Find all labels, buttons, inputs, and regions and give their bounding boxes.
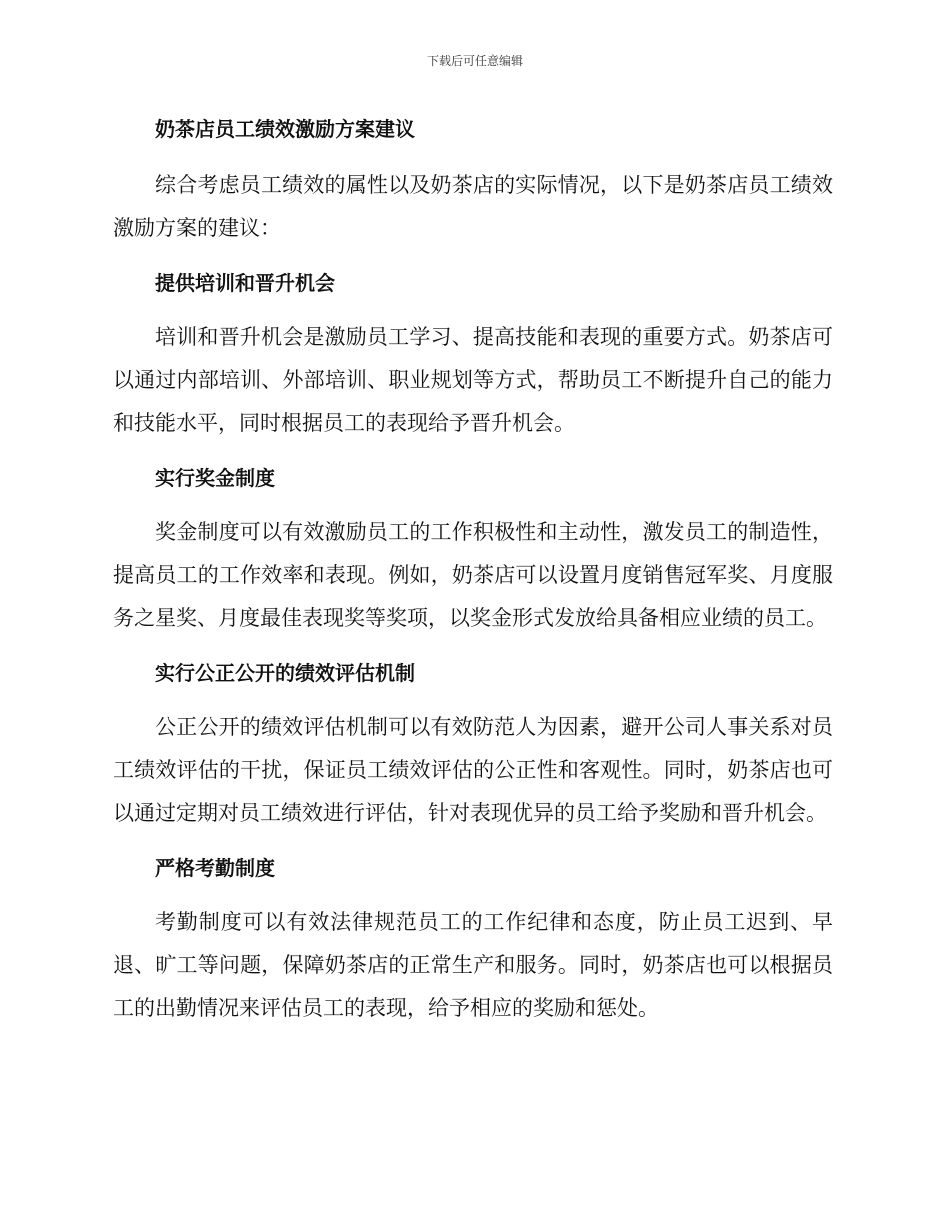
intro-paragraph: 综合考虑员工绩效的属性以及奶茶店的实际情况，以下是奶茶店员工绩效激励方案的建议： (113, 173, 833, 240)
document-body (113, 110, 833, 1030)
section-body-evaluation: 公正公开的绩效评估机制可以有效防范人为因素，避开公司人事关系对员工绩效评估的干扰，保证员工绩效评估的公正性和客观性。同时，奶茶店也可以通过定期对员工绩效进行评估，针对表现优异的员工给予奖励和晋升机会。 (113, 715, 833, 825)
section-body-bonus: 奖金制度可以有效激励员工的工作积极性和主动性，激发员工的制造性，提高员工的工作效率和表现。例如，奶茶店可以设置月度销售冠军奖、月度服务之星奖、月度最佳表现奖等奖项，以奖金形式发放给具备相应业绩的员工。 (113, 520, 833, 630)
section-heading-attendance: 严格考勤制度 (155, 856, 275, 880)
header-note: 下载后可任意编辑 (426, 54, 523, 68)
document-title: 奶茶店员工绩效激励方案建议 (155, 117, 415, 141)
section-body-attendance: 考勤制度可以有效法律规范员工的工作纪律和态度，防止员工迟到、早退、旷工等问题，保障奶茶店的正常生产和服务。同时，奶茶店也可以根据员工的出勤情况来评估员工的表现，给予相应的奖励和惩处。 (113, 910, 833, 1020)
section-heading-evaluation: 实行公正公开的绩效评估机制 (155, 661, 415, 685)
section-body-training: 培训和晋升机会是激励员工学习、提高技能和表现的重要方式。奶茶店可以通过内部培训、外部培训、职业规划等方式，帮助员工不断提升自己的能力和技能水平，同时根据员工的表现给予晋升机会。 (113, 325, 833, 435)
section-heading-bonus: 实行奖金制度 (155, 466, 275, 490)
section-heading-training: 提供培训和晋升机会 (155, 271, 335, 295)
